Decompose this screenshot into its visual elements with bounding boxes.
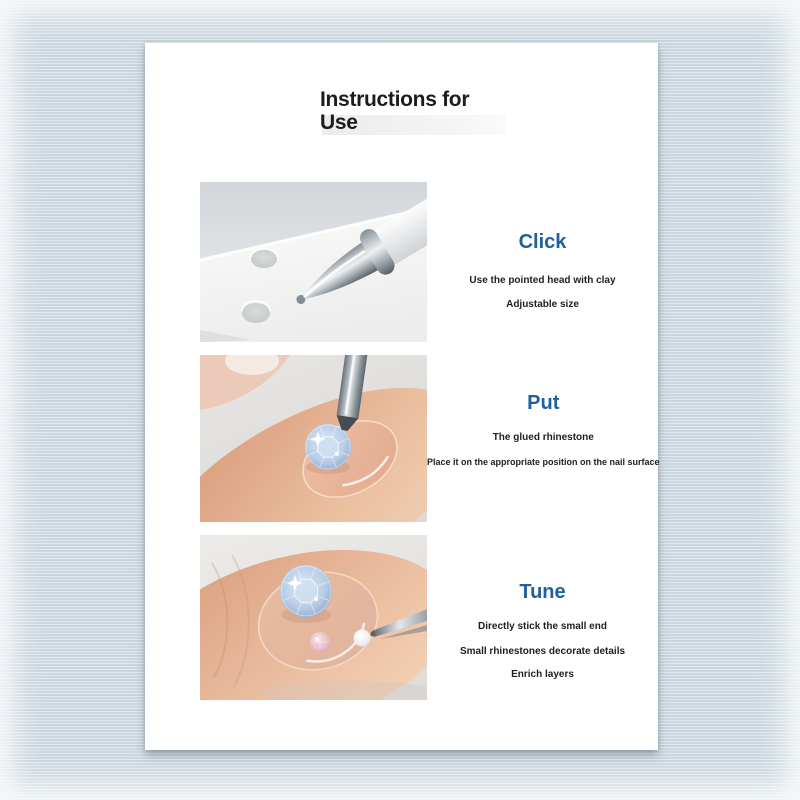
step-heading-tune: Tune xyxy=(519,581,566,603)
step-line: Directly stick the small end xyxy=(478,621,607,632)
instruction-step-click xyxy=(200,182,658,342)
title-line-1: Instructions for xyxy=(320,88,470,111)
step-line: Adjustable size xyxy=(506,299,579,310)
clay-tray-tool-illustration xyxy=(200,182,427,342)
instruction-step-put xyxy=(200,355,658,522)
step-heading-put: Put xyxy=(527,392,560,414)
nail-rhinestone-illustration xyxy=(200,355,427,522)
step-line: Place it on the appropriate position on the nail surface xyxy=(427,457,660,467)
step-heading-click: Click xyxy=(518,231,567,253)
instruction-step-tune xyxy=(200,535,658,700)
caption-put xyxy=(427,355,660,522)
small-rhinestones-illustration xyxy=(200,535,427,700)
step-line: Enrich layers xyxy=(511,669,574,680)
caption-tune xyxy=(427,535,658,700)
caption-click xyxy=(427,182,658,342)
step-line: Use the pointed head with clay xyxy=(469,275,616,286)
page-title xyxy=(320,88,540,134)
step-line: The glued rhinestone xyxy=(492,432,594,443)
step-line: Small rhinestones decorate details xyxy=(459,646,626,657)
photo-pointed-tool-on-clay-tray xyxy=(200,182,427,342)
instruction-card xyxy=(145,43,658,750)
photo-placing-rhinestone-on-nail xyxy=(200,355,427,522)
title-line-2: Use xyxy=(320,111,358,134)
photo-tuning-small-rhinestones xyxy=(200,535,427,700)
